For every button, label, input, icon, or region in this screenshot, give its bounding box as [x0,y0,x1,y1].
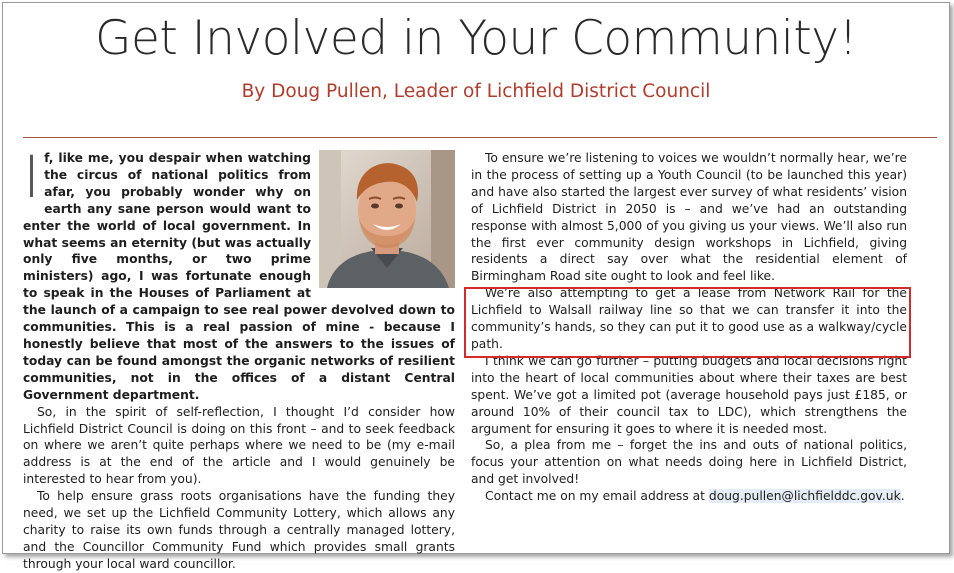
dropcap-letter: I [23,143,41,211]
portrait-illustration [319,150,455,288]
intro-text: f, like me, you despair when watching the circus of national politics from afar, you probably wonder why on earth any sane person would want to enter the world of local government. In what seems an eternity (but was actually only five months, or two prime ministers) ago, I was fortunate enough to speak in the Houses of Parliament at the launch of a campaign to see real power devolved down to communities. This is a real passion of mine - because I honestly believe that most of the answers to the issues of today can be found amongst the organic networks of resilient communities, not in the offices of a distant Central Government department. [23,151,455,402]
left-paragraph-2: So, in the spirit of self-reflection, I thought I’d consider how Lichfield District Council is doing on this front – and to seek feedback on where we aren’t quite perhaps where we need to be (my e-mail address is at the end of the article and I would genuinely be interested to hear from you). [23,404,455,487]
left-paragraph-3: To help ensure grass roots organisations have the funding they need, we set up the Lichfield Community Lottery, which allows any charity to raise its own funds through a centrally managed lottery, and the Councillor Community Fund which provides small grants through your local ward councillor. [23,489,455,571]
contact-paragraph [471,488,907,505]
contact-prefix: Contact me on my email address at [485,489,709,504]
contact-suffix: . [900,489,905,504]
right-paragraph-4: So, a plea from me – forget the ins and outs of national politics, focus your attention on what needs doing here in Lichfield District, and get involved! [471,438,907,487]
right-paragraph-1: To ensure we’re listening to voices we wouldn’t normally hear, we’re in the process of setting up a Youth Council (to be launched this year) and have also started the largest ever survey of what residents’ vision of Lichfield District in 2050 is – and we’ve had an outstanding response with almost 5,000 of you giving us your views. We’ll also run the first ever community design workshops in Lichfield, giving residents a direct say over what the residential element of Birmingham Road site ought to look and feel like. [471,151,907,284]
contact-email-link[interactable]: doug.pullen@lichfielddc.gov.uk [708,489,901,504]
left-column [23,143,455,573]
right-paragraph-3: I think we can go further – putting budgets and local decisions right into the heart of local communities about where their taxes are best spent. We’ve got a limited pot (average household pays just £185, or around 10% of their council tax to LDC), which strengthens the argument for ensuring it goes to where it is needed most. [471,353,907,436]
right-paragraph-railway: We’re also attempting to get a lease from Network Rail for the Lichfield to Walsall railway line so that we can transfer it into the community’s hands, so they can put it to good use as a walkway/cycle path. [471,286,907,351]
article-page [2,2,950,571]
author-portrait-photo [319,150,455,288]
article-byline: By Doug Pullen, Leader of Lichfield District Council [241,81,711,102]
header-divider [23,137,937,138]
right-column [471,150,907,505]
article-title: Get Involved in Your Community! [95,11,857,66]
